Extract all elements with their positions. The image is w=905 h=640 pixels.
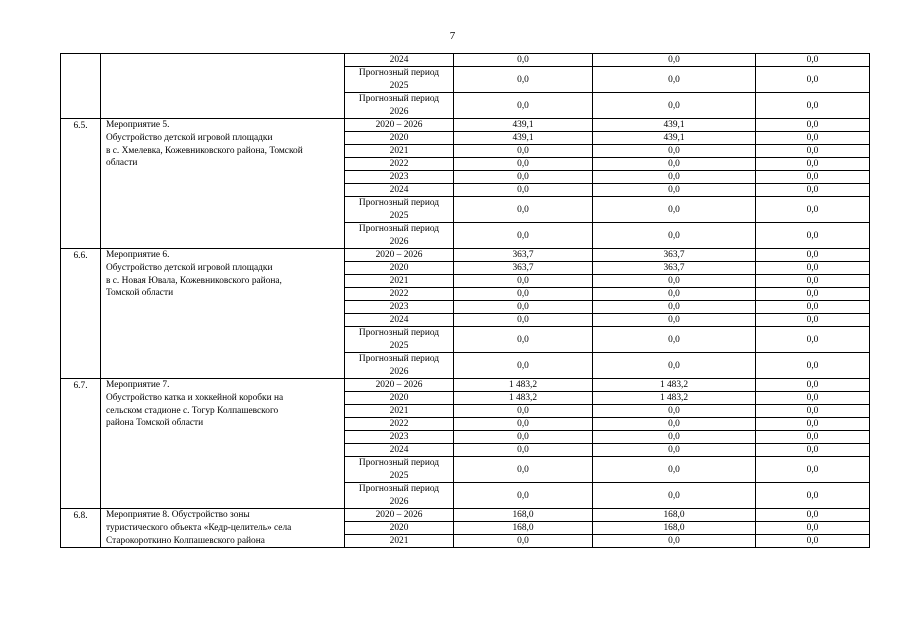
period-cell: 2020 – 2026 <box>345 509 454 522</box>
value-cell-1: 0,0 <box>454 353 593 379</box>
value-cell-2: 0,0 <box>593 444 756 457</box>
period-cell: 2021 <box>345 275 454 288</box>
period-cell: Прогнозный период 2025 <box>345 457 454 483</box>
page-number: 7 <box>449 30 456 42</box>
table-row <box>61 509 870 522</box>
period-cell: 2020 – 2026 <box>345 119 454 132</box>
value-cell-3: 0,0 <box>756 392 870 405</box>
value-cell-1: 0,0 <box>454 457 593 483</box>
value-cell-3: 0,0 <box>756 158 870 171</box>
value-cell-2: 0,0 <box>593 301 756 314</box>
value-cell-1: 0,0 <box>454 405 593 418</box>
value-cell-1: 0,0 <box>454 197 593 223</box>
value-cell-2: 0,0 <box>593 353 756 379</box>
period-cell: 2021 <box>345 145 454 158</box>
period-cell: 2020 <box>345 522 454 535</box>
value-cell-2: 0,0 <box>593 67 756 93</box>
value-cell-1: 1 483,2 <box>454 392 593 405</box>
value-cell-2: 439,1 <box>593 132 756 145</box>
item-number <box>61 54 101 119</box>
period-cell: 2023 <box>345 431 454 444</box>
value-cell-2: 0,0 <box>593 288 756 301</box>
value-cell-3: 0,0 <box>756 301 870 314</box>
period-cell: 2024 <box>345 54 454 67</box>
value-cell-1: 0,0 <box>454 171 593 184</box>
period-cell: Прогнозный период 2026 <box>345 353 454 379</box>
value-cell-1: 0,0 <box>454 288 593 301</box>
period-cell: 2024 <box>345 184 454 197</box>
value-cell-3: 0,0 <box>756 197 870 223</box>
value-cell-2: 168,0 <box>593 522 756 535</box>
value-cell-2: 168,0 <box>593 509 756 522</box>
period-cell: 2020 <box>345 262 454 275</box>
value-cell-3: 0,0 <box>756 522 870 535</box>
value-cell-2: 0,0 <box>593 457 756 483</box>
value-cell-1: 0,0 <box>454 314 593 327</box>
item-name <box>101 54 345 119</box>
value-cell-1: 0,0 <box>454 67 593 93</box>
value-cell-2: 0,0 <box>593 405 756 418</box>
value-cell-3: 0,0 <box>756 249 870 262</box>
period-cell: Прогнозный период 2026 <box>345 483 454 509</box>
value-cell-1: 168,0 <box>454 522 593 535</box>
value-cell-3: 0,0 <box>756 275 870 288</box>
value-cell-3: 0,0 <box>756 431 870 444</box>
value-cell-3: 0,0 <box>756 145 870 158</box>
value-cell-3: 0,0 <box>756 418 870 431</box>
period-cell: Прогнозный период 2025 <box>345 67 454 93</box>
period-cell: 2023 <box>345 301 454 314</box>
item-name: Мероприятие 8. Обустройство зоны туристического объекта «Кедр-целитель» села Старокороткино Колпашевского района <box>101 509 345 548</box>
period-cell: 2021 <box>345 535 454 548</box>
value-cell-3: 0,0 <box>756 483 870 509</box>
value-cell-3: 0,0 <box>756 54 870 67</box>
value-cell-2: 0,0 <box>593 314 756 327</box>
value-cell-3: 0,0 <box>756 535 870 548</box>
value-cell-2: 0,0 <box>593 184 756 197</box>
value-cell-2: 0,0 <box>593 327 756 353</box>
value-cell-2: 0,0 <box>593 431 756 444</box>
value-cell-1: 168,0 <box>454 509 593 522</box>
value-cell-1: 0,0 <box>454 301 593 314</box>
period-cell: 2024 <box>345 444 454 457</box>
item-number: 6.7. <box>61 379 101 509</box>
table-row <box>61 379 870 392</box>
value-cell-2: 439,1 <box>593 119 756 132</box>
value-cell-2: 0,0 <box>593 158 756 171</box>
value-cell-2: 0,0 <box>593 535 756 548</box>
value-cell-1: 0,0 <box>454 444 593 457</box>
table-row <box>61 119 870 132</box>
value-cell-1: 0,0 <box>454 158 593 171</box>
value-cell-3: 0,0 <box>756 171 870 184</box>
period-cell: 2020 – 2026 <box>345 249 454 262</box>
item-number: 6.8. <box>61 509 101 548</box>
period-cell: 2020 – 2026 <box>345 379 454 392</box>
table-body <box>61 54 870 548</box>
value-cell-3: 0,0 <box>756 67 870 93</box>
value-cell-3: 0,0 <box>756 327 870 353</box>
value-cell-2: 0,0 <box>593 93 756 119</box>
value-cell-1: 0,0 <box>454 184 593 197</box>
value-cell-1: 0,0 <box>454 327 593 353</box>
value-cell-1: 439,1 <box>454 132 593 145</box>
value-cell-3: 0,0 <box>756 314 870 327</box>
period-cell: Прогнозный период 2026 <box>345 223 454 249</box>
value-cell-2: 0,0 <box>593 275 756 288</box>
value-cell-3: 0,0 <box>756 509 870 522</box>
period-cell: Прогнозный период 2025 <box>345 197 454 223</box>
item-name: Мероприятие 6. Обустройство детской игровой площадки в с. Новая Ювала, Кожевниковского района, Томской области <box>101 249 345 379</box>
value-cell-3: 0,0 <box>756 288 870 301</box>
value-cell-2: 0,0 <box>593 145 756 158</box>
value-cell-2: 1 483,2 <box>593 392 756 405</box>
period-cell: 2024 <box>345 314 454 327</box>
value-cell-1: 0,0 <box>454 93 593 119</box>
value-cell-3: 0,0 <box>756 119 870 132</box>
item-number: 6.6. <box>61 249 101 379</box>
value-cell-1: 439,1 <box>454 119 593 132</box>
item-name: Мероприятие 7. Обустройство катка и хоккейной коробки на сельском стадионе с. Тогур Колпашевского района Томской области <box>101 379 345 509</box>
value-cell-3: 0,0 <box>756 379 870 392</box>
value-cell-3: 0,0 <box>756 405 870 418</box>
value-cell-2: 1 483,2 <box>593 379 756 392</box>
value-cell-2: 0,0 <box>593 483 756 509</box>
period-cell: 2021 <box>345 405 454 418</box>
period-cell: 2020 <box>345 132 454 145</box>
value-cell-2: 0,0 <box>593 418 756 431</box>
value-cell-1: 0,0 <box>454 418 593 431</box>
value-cell-1: 0,0 <box>454 535 593 548</box>
value-cell-1: 0,0 <box>454 275 593 288</box>
value-cell-3: 0,0 <box>756 93 870 119</box>
value-cell-3: 0,0 <box>756 444 870 457</box>
period-cell: 2022 <box>345 158 454 171</box>
value-cell-1: 0,0 <box>454 483 593 509</box>
period-cell: 2022 <box>345 418 454 431</box>
period-cell: 2020 <box>345 392 454 405</box>
value-cell-1: 0,0 <box>454 431 593 444</box>
value-cell-2: 0,0 <box>593 54 756 67</box>
value-cell-1: 0,0 <box>454 145 593 158</box>
value-cell-2: 0,0 <box>593 197 756 223</box>
item-number: 6.5. <box>61 119 101 249</box>
period-cell: Прогнозный период 2025 <box>345 327 454 353</box>
table-row <box>61 54 870 67</box>
value-cell-3: 0,0 <box>756 262 870 275</box>
value-cell-1: 0,0 <box>454 223 593 249</box>
value-cell-2: 363,7 <box>593 262 756 275</box>
value-cell-2: 0,0 <box>593 171 756 184</box>
value-cell-3: 0,0 <box>756 353 870 379</box>
item-name: Мероприятие 5. Обустройство детской игровой площадки в с. Хмелевка, Кожевниковского района, Томской области <box>101 119 345 249</box>
value-cell-1: 0,0 <box>454 54 593 67</box>
value-cell-1: 363,7 <box>454 249 593 262</box>
table-row <box>61 249 870 262</box>
value-cell-3: 0,0 <box>756 223 870 249</box>
value-cell-1: 1 483,2 <box>454 379 593 392</box>
program-table <box>60 53 870 548</box>
period-cell: 2023 <box>345 171 454 184</box>
value-cell-1: 363,7 <box>454 262 593 275</box>
value-cell-2: 0,0 <box>593 223 756 249</box>
value-cell-3: 0,0 <box>756 184 870 197</box>
value-cell-3: 0,0 <box>756 132 870 145</box>
value-cell-3: 0,0 <box>756 457 870 483</box>
period-cell: Прогнозный период 2026 <box>345 93 454 119</box>
value-cell-2: 363,7 <box>593 249 756 262</box>
period-cell: 2022 <box>345 288 454 301</box>
